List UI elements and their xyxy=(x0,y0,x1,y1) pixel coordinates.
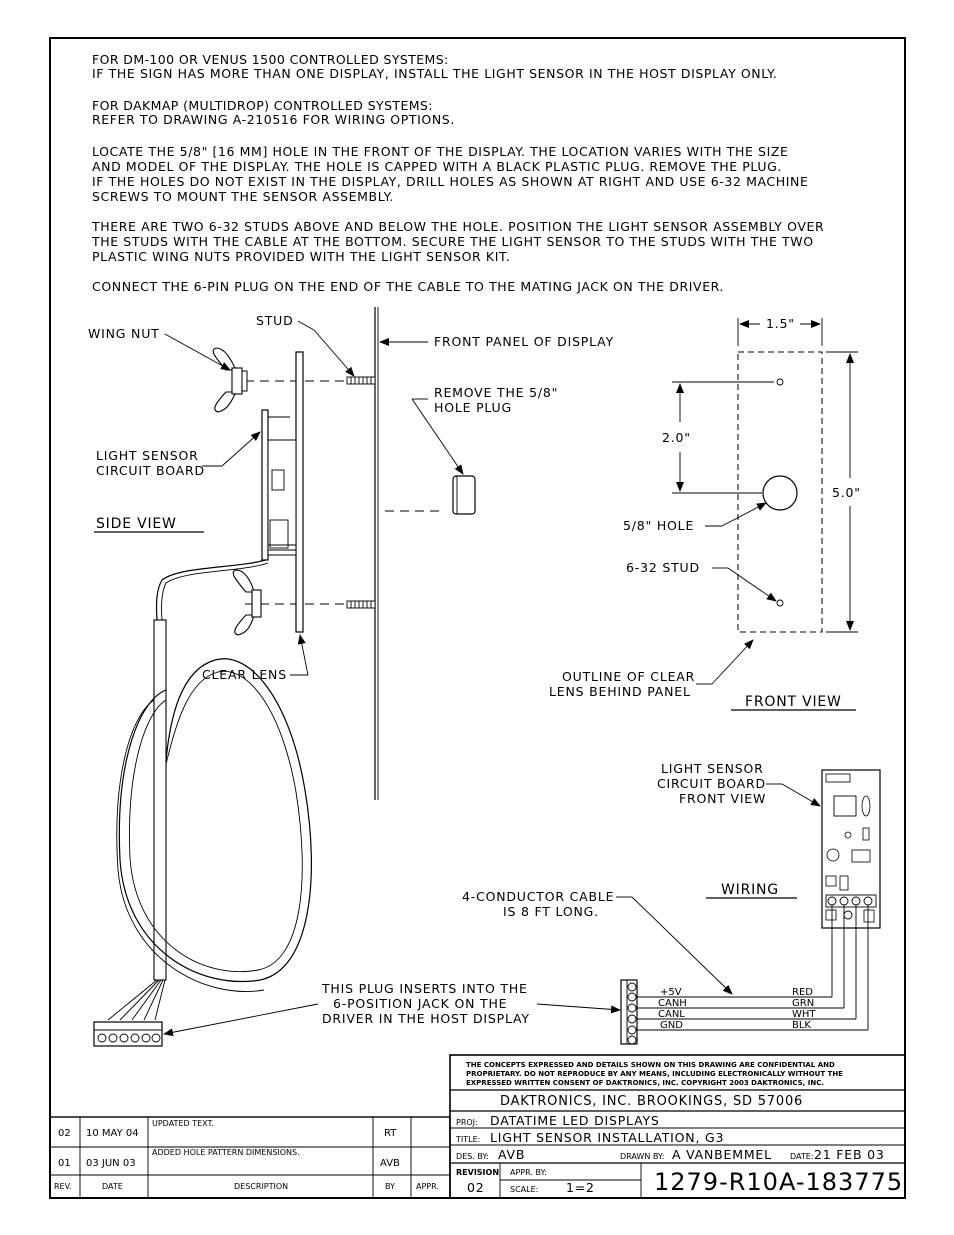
confidential-text: PROPRIETARY. DO NOT REPRODUCE BY ANY MEANS, INCLUDING ELECTRONICALLY WITHOUT THE xyxy=(466,1070,843,1078)
front-panel-label: FRONT PANEL OF DISPLAY xyxy=(434,334,615,349)
stud-label-front: 6-32 STUD xyxy=(626,560,700,575)
front-view-title: FRONT VIEW xyxy=(745,694,842,710)
date-header: DATE xyxy=(102,1182,123,1191)
clear-lens-label: CLEAR LENS xyxy=(202,667,287,682)
circuit-board-label: LIGHT SENSOR xyxy=(96,448,199,463)
side-view-title: SIDE VIEW xyxy=(96,516,177,532)
wire-color-label: GRN xyxy=(792,998,815,1009)
board-label: LIGHT SENSOR xyxy=(661,761,764,776)
drawn-by: A VANBEMMEL xyxy=(672,1147,772,1162)
stud-hole-lower xyxy=(777,600,783,606)
note-1-heading: FOR DM-100 OR VENUS 1500 CONTROLLED SYSTEMS: xyxy=(92,52,449,67)
designed-by: AVB xyxy=(498,1147,526,1162)
project-name: DATATIME LED DISPLAYS xyxy=(490,1113,660,1128)
cable-note: IS 8 FT LONG. xyxy=(503,904,599,919)
wiring-title: WIRING xyxy=(721,882,779,898)
hole-circle xyxy=(763,476,797,510)
note-2-heading: FOR DAKMAP (MULTIDROP) CONTROLLED SYSTEMS: xyxy=(92,98,433,113)
wiring-section xyxy=(164,761,880,1044)
scale-value: 1=2 xyxy=(566,1180,595,1195)
side-view xyxy=(88,307,614,1046)
stud-hole-upper xyxy=(777,379,783,385)
note-4-line: THERE ARE TWO 6-32 STUDS ABOVE AND BELOW THE HOLE. POSITION THE LIGHT SENSOR ASSEMBLY OVER xyxy=(92,219,825,234)
remove-plug-label: REMOVE THE 5/8" xyxy=(434,385,559,400)
sensor-board-front xyxy=(822,770,880,928)
rev-by-cell: RT xyxy=(384,1128,397,1139)
drawing-date: 21 FEB 03 xyxy=(814,1147,885,1162)
note-3-line: SCREWS TO MOUNT THE SENSOR ASSEMBLY. xyxy=(92,189,394,204)
plug-note: DRIVER IN THE HOST DISPLAY xyxy=(322,1011,530,1026)
note-3-line: LOCATE THE 5/8" [16 MM] HOLE IN THE FRONT OF THE DISPLAY. THE LOCATION VARIES WITH THE SIZE xyxy=(92,144,789,159)
plug-note: THIS PLUG INSERTS INTO THE xyxy=(322,981,528,996)
notes-block xyxy=(91,52,824,294)
company-name: DAKTRONICS, INC. BROOKINGS, SD 57006 xyxy=(500,1094,804,1109)
revision-label: REVISION xyxy=(456,1168,500,1177)
note-5-line: CONNECT THE 6-PIN PLUG ON THE END OF THE CABLE TO THE MATING JACK ON THE DRIVER. xyxy=(92,279,725,294)
outline-label: LENS BEHIND PANEL xyxy=(549,684,691,699)
remove-plug-label: HOLE PLUG xyxy=(434,400,512,415)
circuit-board xyxy=(262,410,268,560)
cable-jacket xyxy=(154,620,166,980)
signal-label: CANL xyxy=(658,1009,685,1020)
title-block xyxy=(450,1055,905,1198)
front-view xyxy=(549,316,861,710)
dim-spacing: 2.0" xyxy=(662,430,691,445)
plug-note: 6-POSITION JACK ON THE xyxy=(333,996,508,1011)
wire-color-label: WHT xyxy=(792,1009,816,1020)
note-3-line: IF THE HOLES DO NOT EXIST IN THE DISPLAY, DRILL HOLES AS SHOWN AT RIGHT AND USE 6-32 MACHINE xyxy=(92,174,809,189)
stud-label: STUD xyxy=(256,313,294,328)
board-label: CIRCUIT BOARD xyxy=(657,776,766,791)
rev-header: REV. xyxy=(54,1182,72,1191)
description-header: DESCRIPTION xyxy=(234,1182,289,1191)
driver-jack xyxy=(621,980,637,1044)
rev-description-cell: UPDATED TEXT. xyxy=(152,1119,214,1128)
proj-label: PROJ: xyxy=(456,1118,478,1127)
note-1-line: IF THE SIGN HAS MORE THAN ONE DISPLAY, INSTALL THE LIGHT SENSOR IN THE HOST DISPLAY ONLY. xyxy=(92,66,778,81)
rev-date-cell: 03 JUN 03 xyxy=(86,1158,136,1169)
rev-cell: 01 xyxy=(58,1158,71,1169)
drawing-number: 1279-R10A-183775 xyxy=(654,1168,904,1196)
appr-by-label: APPR. BY: xyxy=(510,1168,548,1177)
dim-width: 1.5" xyxy=(766,316,795,331)
outline-label: OUTLINE OF CLEAR xyxy=(562,669,696,684)
rev-date-cell: 10 MAY 04 xyxy=(86,1128,139,1139)
des-by-label: DES. BY: xyxy=(456,1152,489,1161)
wire-color-label: RED xyxy=(792,987,813,998)
circuit-board-label: CIRCUIT BOARD xyxy=(96,463,205,478)
revision-table xyxy=(50,1117,450,1198)
by-header: BY xyxy=(385,1182,395,1191)
wire-color-label: BLK xyxy=(792,1020,811,1031)
rev-description-cell: ADDED HOLE PATTERN DIMENSIONS. xyxy=(152,1148,300,1157)
note-4-line: THE STUDS WITH THE CABLE AT THE BOTTOM. SECURE THE LIGHT SENSOR TO THE STUDS WITH THE TWO xyxy=(92,234,814,249)
scale-label: SCALE: xyxy=(510,1185,539,1194)
sensor-housing xyxy=(268,440,296,555)
rev-by-cell: AVB xyxy=(380,1158,400,1169)
cable-note: 4-CONDUCTOR CABLE xyxy=(462,889,615,904)
wing-nut-lower xyxy=(233,570,261,635)
note-4-line: PLASTIC WING NUTS PROVIDED WITH THE LIGHT SENSOR KIT. xyxy=(92,249,511,264)
signal-label: +5V xyxy=(660,987,682,998)
rev-cell: 02 xyxy=(58,1128,71,1139)
hole-label: 5/8" HOLE xyxy=(623,518,695,533)
confidential-text: EXPRESSED WRITTEN CONSENT OF DAKTRONICS, INC. COPYRIGHT 2003 DAKTRONICS, INC. xyxy=(466,1079,825,1087)
drawing-title: LIGHT SENSOR INSTALLATION, G3 xyxy=(490,1130,725,1145)
confidential-text: THE CONCEPTS EXPRESSED AND DETAILS SHOWN ON THIS DRAWING ARE CONFIDENTIAL AND xyxy=(466,1061,835,1069)
dim-height: 5.0" xyxy=(832,485,861,500)
appr-header: APPR. xyxy=(416,1182,439,1191)
revision-value: 02 xyxy=(467,1180,485,1195)
note-3-line: AND MODEL OF THE DISPLAY. THE HOLE IS CAPPED WITH A BLACK PLASTIC PLUG. REMOVE THE PLUG. xyxy=(92,159,782,174)
wing-nut-upper xyxy=(213,348,247,412)
signal-label: CANH xyxy=(658,998,687,1009)
clear-lens-plate xyxy=(296,352,303,632)
wing-nut-label: WING NUT xyxy=(88,326,160,341)
signal-label: GND xyxy=(660,1020,683,1031)
date-label: DATE: xyxy=(790,1152,814,1161)
title-label: TITLE: xyxy=(456,1135,481,1144)
six-pin-plug xyxy=(94,1022,162,1046)
drawn-by-label: DRAWN BY: xyxy=(620,1152,665,1161)
board-label: FRONT VIEW xyxy=(679,791,767,806)
note-2-line: REFER TO DRAWING A-210516 FOR WIRING OPTIONS. xyxy=(92,112,455,127)
hole-plug xyxy=(453,476,475,514)
